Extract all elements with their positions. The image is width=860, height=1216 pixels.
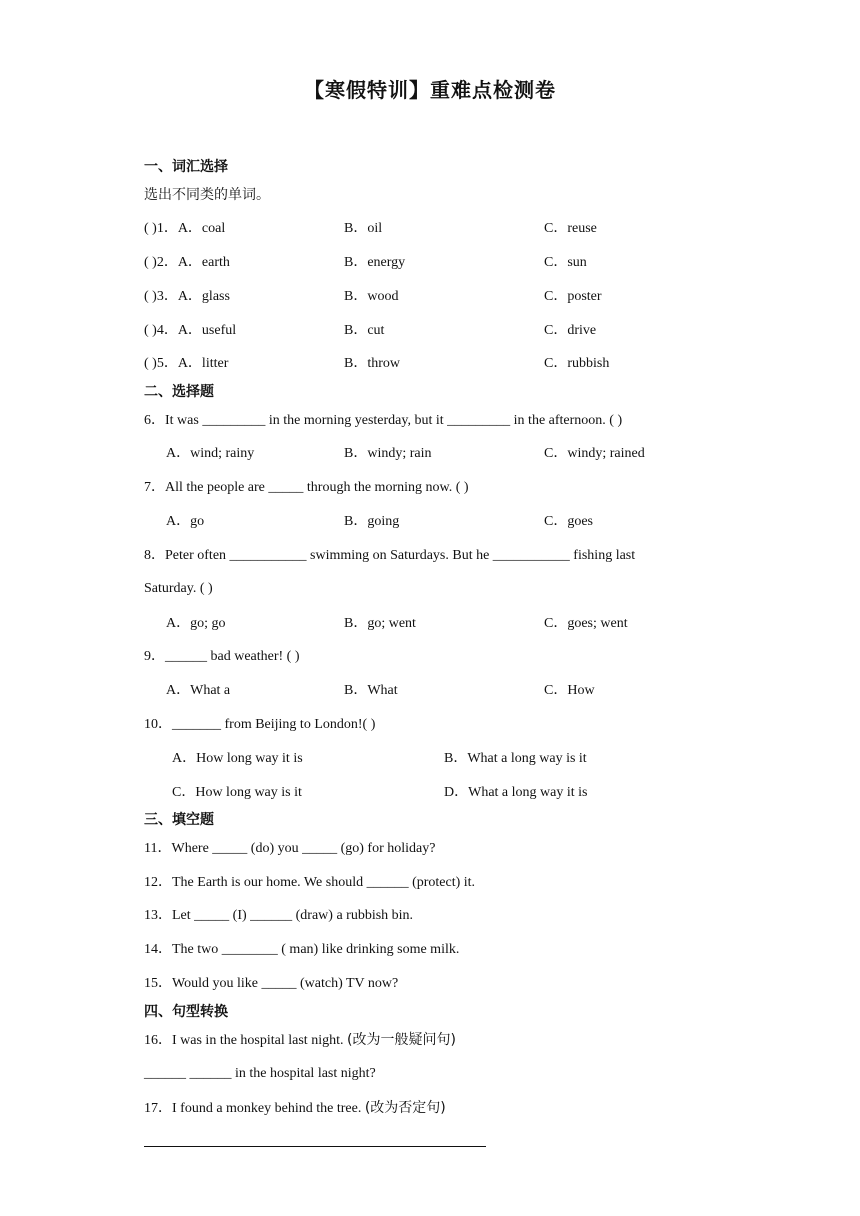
mc-option-c: C．How long way is it <box>172 785 302 800</box>
vocab-question-2: ( )2．A．earth <box>144 255 230 270</box>
question-text: 17．I found a monkey behind the tree. <box>144 1101 362 1116</box>
vocab-option-b: B．oil <box>344 221 383 236</box>
mc-option-a: A．go <box>166 514 205 529</box>
vocab-option-b: B．cut <box>344 323 385 338</box>
transform-question-16 <box>144 1029 456 1051</box>
section-instruction: 选出不同类的单词。 <box>144 187 270 203</box>
mc-option-b: B．What <box>344 683 398 698</box>
mc-option-a: A．How long way it is <box>172 751 303 766</box>
fill-question-14: 14．The two ________ ( man) like drinking some milk. <box>144 942 460 957</box>
vocab-option-c: C．drive <box>544 323 597 338</box>
fill-question-15: 15．Would you like _____ (watch) TV now? <box>144 976 399 991</box>
mc-option-b: B．go; went <box>344 616 416 631</box>
question-instruction: (改为一般疑问句) <box>346 1032 456 1048</box>
mc-option-b: B．windy; rain <box>344 446 432 461</box>
mc-option-c: C．goes <box>544 514 593 529</box>
section-heading-transform: 四、句型转换 <box>144 1004 228 1020</box>
answer-line <box>144 1146 486 1147</box>
mc-option-a: A．wind; rainy <box>166 446 255 461</box>
vocab-question-1: ( )1．A．coal <box>144 221 226 236</box>
mc-option-a: A．What a <box>166 683 231 698</box>
mc-option-c: C．How <box>544 683 595 698</box>
fill-question-13: 13．Let _____ (I) ______ (draw) a rubbish bin. <box>144 908 414 923</box>
vocab-question-3: ( )3．A．glass <box>144 289 230 304</box>
vocab-question-4: ( )4．A．useful <box>144 323 237 338</box>
vocab-option-b: B．energy <box>344 255 406 270</box>
mc-option-c: C．goes; went <box>544 616 628 631</box>
transform-question-17 <box>144 1097 446 1119</box>
mc-option-b: B．What a long way is it <box>444 751 587 766</box>
mc-question-9: 9．______ bad weather! ( ) <box>144 649 300 664</box>
mc-option-c: C．windy; rained <box>544 446 645 461</box>
mc-question-8: 8．Peter often ___________ swimming on Saturdays. But he ___________ fishing last <box>144 548 636 563</box>
question-instruction: (改为否定句) <box>364 1100 446 1116</box>
mc-option-d: D．What a long way it is <box>444 785 588 800</box>
fill-question-12: 12．The Earth is our home. We should ______ (protect) it. <box>144 875 476 890</box>
question-text: 16．I was in the hospital last night. <box>144 1033 344 1048</box>
mc-question-10: 10．_______ from Beijing to London!( ) <box>144 717 376 732</box>
vocab-option-b: B．throw <box>344 356 400 371</box>
section-heading-fill: 三、填空题 <box>144 812 214 828</box>
mc-question-6: 6．It was _________ in the morning yesterday, but it _________ in the afternoon. ( ) <box>144 413 623 428</box>
mc-option-a: A．go; go <box>166 616 226 631</box>
mc-option-b: B．going <box>344 514 400 529</box>
vocab-option-c: C．sun <box>544 255 587 270</box>
vocab-option-b: B．wood <box>344 289 399 304</box>
mc-question-8-cont: Saturday. ( ) <box>144 581 213 596</box>
vocab-option-c: C．poster <box>544 289 602 304</box>
vocab-option-c: C．reuse <box>544 221 597 236</box>
section-heading-vocab: 一、词汇选择 <box>144 159 228 175</box>
fill-question-11: 11．Where _____ (do) you _____ (go) for holiday? <box>144 841 436 856</box>
mc-question-7: 7．All the people are _____ through the morning now. ( ) <box>144 480 469 495</box>
transform-answer-16: ______ ______ in the hospital last night? <box>144 1066 376 1081</box>
vocab-option-c: C．rubbish <box>544 356 610 371</box>
section-heading-choice: 二、选择题 <box>144 384 214 400</box>
page-title: 【寒假特训】重难点检测卷 <box>304 78 556 102</box>
vocab-question-5: ( )5．A．litter <box>144 356 229 371</box>
